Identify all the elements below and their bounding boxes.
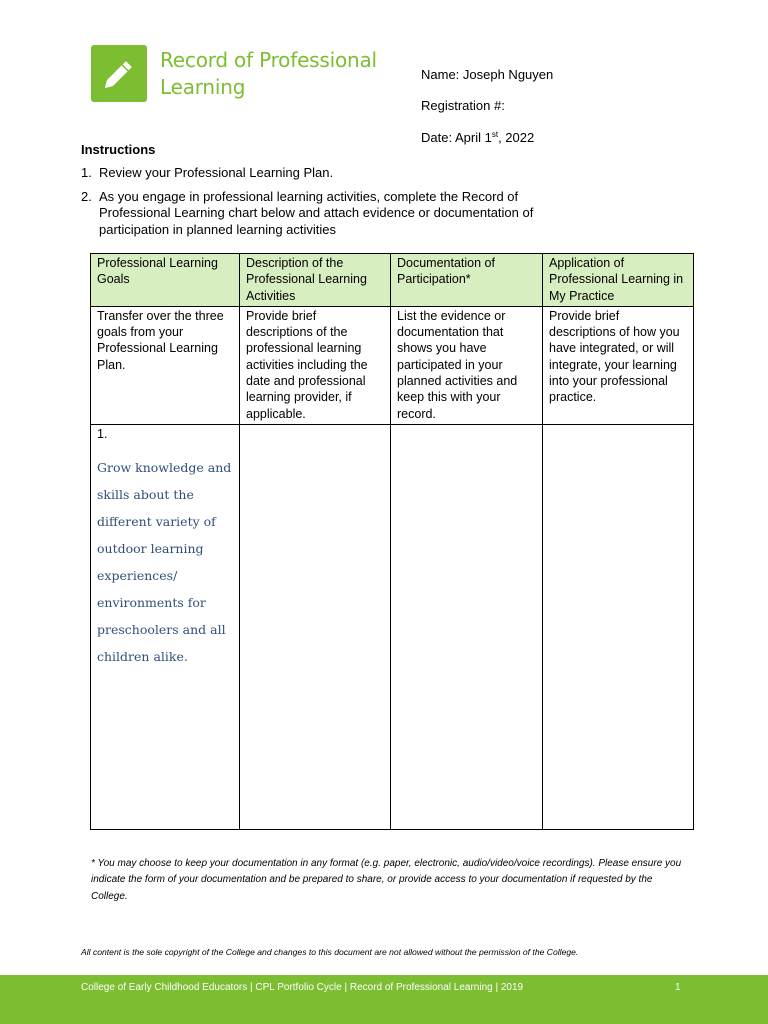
footer-text: College of Early Childhood Educators | CPL Portfolio Cycle | Record of Professional Learning | 2019 xyxy=(81,982,524,993)
guidance-application: Provide brief descriptions of how you have integrated, or will integrate, your learning into your professional practice. xyxy=(543,306,694,424)
instruction-item xyxy=(81,165,581,182)
goal-text: Grow knowledge and skills about the different variety of outdoor learning experiences/ environments for preschoolers and all children alike. xyxy=(97,460,232,665)
header-application: Application of Professional Learning in My Practice xyxy=(543,254,694,307)
table-guidance-row xyxy=(91,306,694,424)
header-goals: Professional Learning Goals xyxy=(91,254,240,307)
instructions-list xyxy=(81,165,581,245)
registration-field: Registration #: xyxy=(421,98,505,113)
pencil-icon xyxy=(91,45,147,102)
page-number: 1 xyxy=(675,982,681,993)
entry-documentation-cell[interactable] xyxy=(391,424,543,829)
entry-description-cell[interactable] xyxy=(240,424,391,829)
footnote: * You may choose to keep your documentation in any format (e.g. paper, electronic, audio/video/voice recordings). Please ensure you indicate the form of your documentation and be prepared to share, or provide access to your documentation if requested by the College. xyxy=(91,858,682,902)
instruction-text: Review your Professional Learning Plan. xyxy=(99,165,334,180)
header-documentation: Documentation of Participation* xyxy=(391,254,543,307)
instructions-heading: Instructions xyxy=(81,142,156,157)
date-ordinal: st xyxy=(491,130,499,139)
guidance-goals: Transfer over the three goals from your Professional Learning Plan. xyxy=(91,306,240,424)
instruction-item xyxy=(81,189,581,239)
instruction-text: As you engage in professional learning activities, complete the Record of Professional Learning chart below and attach evidence or documentation of participation in planned learning activities xyxy=(99,188,534,237)
logo xyxy=(91,45,147,102)
header-description: Description of the Professional Learning Activities xyxy=(240,254,391,307)
guidance-description: Provide brief descriptions of the professional learning activities including the date and professional learning provider, if applicable. xyxy=(240,306,391,424)
footer-bar xyxy=(0,975,768,1024)
copyright-notice: All content is the sole copyright of the College and changes to this document are not allowed without the permission of the College. xyxy=(81,947,579,957)
instruction-number: 1. xyxy=(81,165,92,180)
name-field: Name: Joseph Nguyen xyxy=(421,67,554,82)
entry-goal-cell[interactable] xyxy=(91,424,240,829)
table-entry-row xyxy=(91,424,694,829)
document-title: Record of Professional Learning xyxy=(160,48,377,99)
date-prefix: Date: April 1 xyxy=(421,130,492,145)
date-year: , 2022 xyxy=(498,130,535,145)
record-table xyxy=(90,253,694,830)
date-field xyxy=(421,130,534,146)
entry-application-cell[interactable] xyxy=(543,424,694,829)
table-header-row xyxy=(91,254,694,307)
guidance-documentation: List the evidence or documentation that shows you have participated in your planned activities and keep this with your record. xyxy=(391,306,543,424)
instruction-number: 2. xyxy=(81,188,92,204)
goal-number: 1. xyxy=(97,426,108,441)
